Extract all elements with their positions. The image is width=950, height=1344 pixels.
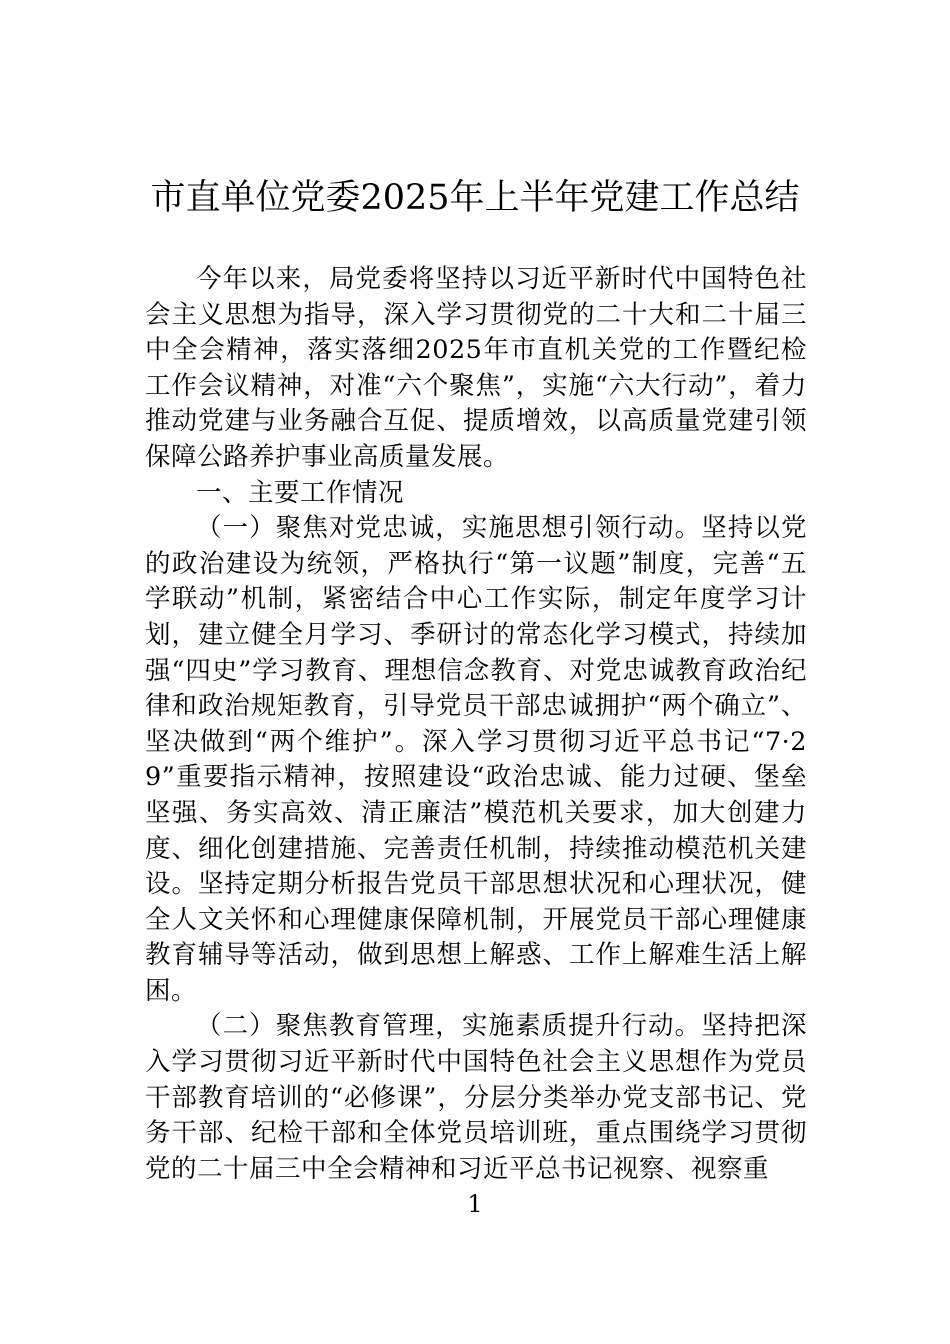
intro-paragraph: 今年以来，局党委将坚持以习近平新时代中国特色社会主义思想为指导，深入学习贯彻党的二十大和二十届三中全会精神，落实落细2025年市直机关党的工作暨纪检工作会议精神，对准“六个聚焦”，实施“六大行动”，着力推动党建与业务融合互促、提质增效，以高质量党建引领保障公路养护事业高质量发展。 (145, 264, 807, 472)
paragraph-loyalty: （一）聚焦对党忠诚，实施思想引领行动。坚持以党的政治建设为统领，严格执行“第一议题”制度，完善“五学联动”机制，紧密结合中心工作实际，制定年度学习计划，建立健全月学习、季研讨的常态化学习模式，持续加强“四史”学习教育、理想信念教育、对党忠诚教育政治纪律和政治规矩教育，引导党员干部忠诚拥护“两个确立”、坚决做到“两个维护”。深入学习贯彻习近平总书记“7·29”重要指示精神，按照建设“政治忠诚、能力过硬、堡垒坚强、务实高效、清正廉洁”模范机关要求，加大创建力度、细化创建措施、完善责任机制，持续推动模范机关建设。坚持定期分析报告党员干部思想状况和心理状况，健全人文关怀和心理健康保障机制，开展党员干部心理健康教育辅导等活动，做到思想上解惑、工作上解难生活上解困。 (145, 513, 807, 1006)
page-number: 1 (467, 1190, 483, 1218)
document-body (145, 262, 807, 1187)
section-heading-main-work: 一、主要工作情况 (196, 477, 405, 508)
document-title: 市直单位党委2025年上半年党建工作总结 (150, 178, 800, 218)
paragraph-education: （二）聚焦教育管理，实施素质提升行动。坚持把深入学习贯彻习近平新时代中国特色社会主义思想作为党员干部教育培训的“必修课”，分层分类举办党支部书记、党务干部、纪检干部和全体党员培训班，重点围绕学习贯彻党的二十届三中全会精神和习近平总书记视察、视察重 (145, 1011, 807, 1184)
